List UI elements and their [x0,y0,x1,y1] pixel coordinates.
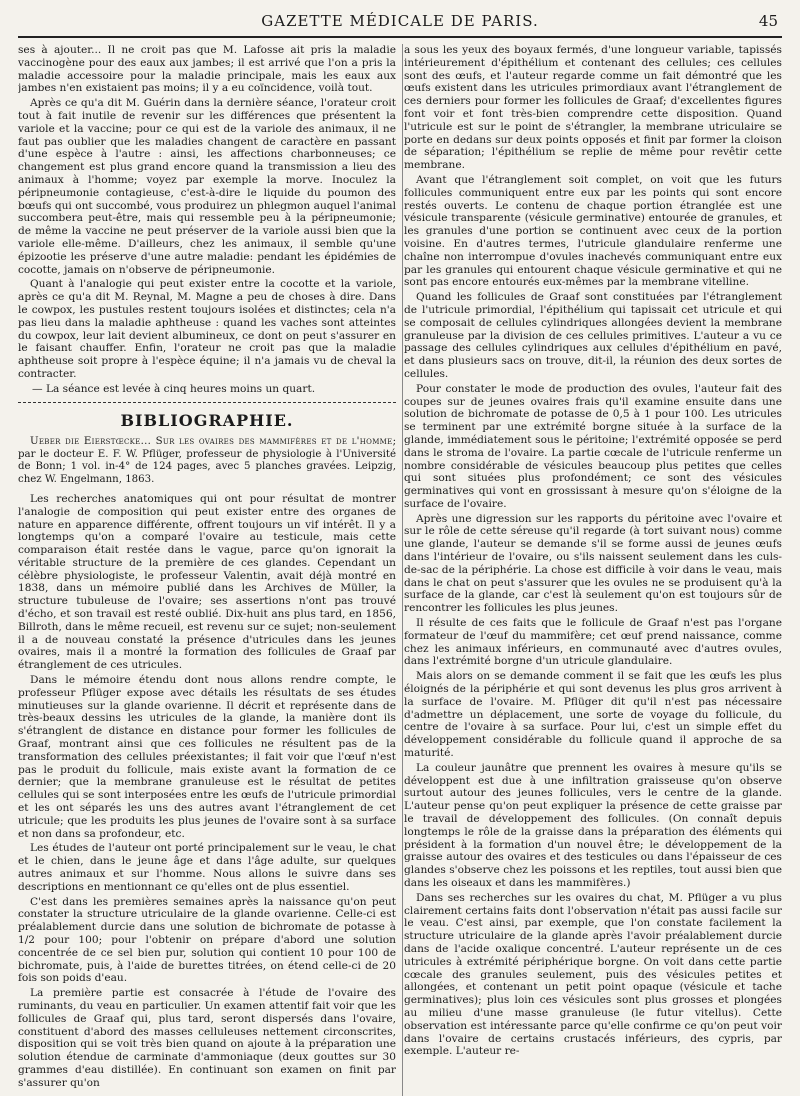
paragraph: Dans le mémoire étendu dont nous allons rendre compte, le professeur Pflüger expose avec détails les résultats de ses études minutieuses sur la glande ovarienne. Il décrit et représente dans de très-beaux dessins les utricules de la glande, la manière dont ils s'étranglent de distance en distance pour former les follicules de Graaf, montrant ainsi que ces follicules ne résultent pas de la transformation des cellules préexistantes; il fait voir que l'œuf n'est pas le produit du follicule, mais existe avant la formation de ce dernier; que la membrane granuleuse est le résultat de petites cellules qui se sont interposées entre les œufs de l'utricule primordial et les ont séparés les uns des autres avant l'étranglement de cet utricule; que les produits les plus jeunes de l'ovaire sont à sa surface et non dans sa profondeur, etc. [18,674,396,840]
paragraph: Après ce qu'a dit M. Guérin dans la dernière séance, l'orateur croit tout à fait inutile de revenir sur les différences que présentent la variole et la vaccine; pour ce qui est de la variole des animaux, il ne faut pas oublier que les maladies changent de caractère en passant d'une espèce à l'autre : ainsi, les affections charbonneuses; ce changement est plus grand encore quand la transmission a lieu des animaux à l'homme; voyez par exemple la morve. Inoculez la péripneumonie contagieuse, c'est-à-dire le liquide du poumon des bœufs qui ont succombé, vous produirez un phlegmon auquel l'animal succombera peut-être, mais qui ressemble peu à la péripneumonie; de même la vaccine ne peut préserver de la variole aussi bien que la variole elle-même. D'ailleurs, chez les animaux, il semble qu'une épizootie les préserve d'une autre maladie: pendant les épidémies de cocotte, jamais on n'observe de péripneumonie. [18,97,396,276]
paragraph: C'est dans les premières semaines après la naissance qu'on peut constater la structure utriculaire de la glande ovarienne. Celle-ci est préalablement durcie dans une solution de bichromate de potasse à 1/2 pour 100; pour l'obtenir on prépare d'abord une solution concentrée de ce sel bien pur, solution qui contient 10 pour 100 de bichromate, puis, à l'aide de burettes titrées, on étend celle-ci de 20 fois son poids d'eau. [18,895,396,985]
paragraph: a sous les yeux des boyaux fermés, d'une longueur variable, tapissés intérieurement d'épithélium et contenant des cellules; ces cellules sont des œufs, et l'auteur regarde comme un fait démontré que les œufs existent dans les utricules primordiaux avant l'étranglement de ces derniers pour former les follicules de Graaf; d'excellentes figures font voir et font très-bien comprendre cette disposition. Quand l'utricule est sur le point de s'étrangler, la membrane utriculaire se porte en dedans sur deux points opposés et finit par former la cloison de séparation; l'épithélium se replie de même pour revêtir cette membrane. [404,44,782,172]
section-title: BIBLIOGRAPHIE. [120,410,294,430]
reference-title: Ueber die Eierstœcke... Sur les ovaires des mammifères et de l'homme [30,435,393,447]
text-columns [18,44,782,1096]
paragraph: Avant que l'étranglement soit complet, on voit que les futurs follicules communiquent entre eux par les points qui sont encore restés ouverts. Le contenu de chaque portion étranglée est une vésicule transparente (vésicule germinative) entourée de granules, et les granules d'une portion se continuent avec ceux de la portion voisine. En d'autres termes, l'utricule glandulaire renferme une chaîne non interrompue d'ovules inachevés communiquant entre eux par les granules qui entourent chaque vésicule germinative et qui ne sont pas encore entourés eux-mêmes par la membrane vitelline. [404,173,782,289]
right-column [404,44,782,1096]
paragraph: Quant à l'analogie qui peut exister entre la cocotte et la variole, après ce qu'a dit M. Reynal, M. Magne a peu de choses à dire. Dans le cowpox, les pustules restent toujours isolées et distinctes; cela n'a pas lieu dans la maladie aphtheuse : quand les vaches sont atteintes du cowpox, leur lait devient albumineux, ce dont on peut s'assurer en le faisant chauffer. Enfin, l'orateur ne croit pas que la maladie aphtheuse soit propre à l'espèce équine; il n'a jamais vu de cheval la contracter. [18,278,396,380]
journal-title: GAZETTE MÉDICALE DE PARIS. [261,12,539,30]
section-divider [18,402,396,403]
left-column [18,44,403,1096]
reference-details: ; par le docteur E. F. W. Pflüger, professeur de physiologie à l'Université de Bonn; 1 vol. in-4° de 124 pages, avec 5 planches gravées. Leipzig, chez W. Engelmann, 1863. [18,435,396,486]
paragraph: Quand les follicules de Graaf sont constituées par l'étranglement de l'utricule primordial, l'épithélium qui tapissait cet utricule et qui se composait de cellules cylindriques allongées devient la membrane granuleuse par la division de ces cellules primitives. L'auteur a vu ce passage des cellules cylindriques aux cellules d'épithélium en pavé, et dans plusieurs sacs on trouve, dit-il, la réunion des deux sortes de cellules. [404,291,782,380]
paragraph: Mais alors on se demande comment il se fait que les œufs les plus éloignés de la périphérie et qui sont devenus les plus gros arrivent à la surface de l'ovaire. M. Pflüger dit qu'il n'est pas nécessaire d'admettre un déplacement, une sorte de voyage du follicule, du centre de l'ovaire à sa surface. Pour lui, c'est un simple effet du développement considérable du follicule quand il approche de sa maturité. [404,670,782,760]
paragraph: La première partie est consacrée à l'étude de l'ovaire des ruminants, du veau en particulier. Un examen attentif fait voir que les follicules de Graaf qui, plus tard, seront dispersés dans l'ovaire, constituent d'abord des masses celluleuses nettement circonscrites, disposition qui se voit très bien quand on ajoute à la préparation une solution étendue de carminate d'ammoniaque (deux gouttes sur 30 grammes d'eau distillée). En continuant son examen on finit par s'assurer qu'on [18,987,396,1089]
paragraph: ses à ajouter... Il ne croit pas que M. Lafosse ait pris la maladie vaccinogène pour des eaux aux jambes; il est arrivé que l'on a pris la maladie accessoire pour la maladie principale, mais les eaux aux jambes n'en existaient pas moins; il y a eu coïncidence, voilà tout. [18,44,396,95]
paragraph: Dans ses recherches sur les ovaires du chat, M. Pflüger a vu plus clairement certains faits dont l'observation n'était pas aussi facile sur le veau. C'est ainsi, par exemple, que l'on constate facilement la structure utriculaire de la glande après l'avoir préalablement durcie dans de l'acide oxalique concentré. L'auteur représente un de ces utricules à extrémité périphérique borgne. On voit dans cette partie cœcale des granules seulement, puis des vésicules petites et allongées, et contenant un petit point opaque (vésicule et tache germinatives); plus loin ces vésicules sont plus grosses et plongées au milieu d'une masse granuleuse (le futur vitellus). Cette observation est intéressante parce qu'elle confirme ce qu'on peut voir dans l'ovaire de certains crustacés inférieurs, des cypris, par exemple. L'auteur re- [404,891,782,1058]
running-head [18,10,782,38]
paragraph: Les études de l'auteur ont porté principalement sur le veau, le chat et le chien, dans le jeune âge et dans l'âge adulte, sur quelques autres animaux et sur l'homme. Nous allons le suivre dans ses descriptions en mentionnant ce qu'elles ont de plus essentiel. [18,842,396,893]
bibliographic-reference [18,436,396,487]
paragraph: Après une digression sur les rapports du péritoine avec l'ovaire et sur le rôle de cette séreuse qu'il regarde (à tort suivant nous) comme une glande, l'auteur se demande s'il se forme aussi de jeunes œufs dans l'intérieur de l'ovaire, ou s'ils naissent seulement dans les culs-de-sac de la périphérie. La chose est difficile à voir dans le veau, mais dans le chat on peut s'assurer que les ovules ne se produisent qu'à la surface de la glande, car c'est là seulement qu'on est toujours sûr de rencontrer les follicules les plus jeunes. [404,512,782,615]
paragraph: Pour constater le mode de production des ovules, l'auteur fait des coupes sur de jeunes ovaires frais qu'il examine ensuite dans une solution de bichromate de potasse de 0,5 à 1 pour 100. Les utricules se terminent par une extrémité borgne située à la surface de la glande, immédiatement sous le péritoine; l'extrémité opposée se perd dans le stroma de l'ovaire. La partie cœcale de l'utricule renferme un nombre considérable de vésicules beaucoup plus petites que celles qui sont situées plus profondément; ce sont des vésicules germinatives qui vont en grossissant à mesure qu'on s'éloigne de la surface de l'ovaire. [404,382,782,510]
session-closing: — La séance est levée à cinq heures moins un quart. [32,382,316,395]
paragraph: La couleur jaunâtre que prennent les ovaires à mesure qu'ils se développent est due à une infiltration graisseuse qu'on observe surtout autour des jeunes follicules, vers le centre de la glande. L'auteur pense qu'on peut expliquer la présence de cette graisse par le travail de développement des follicules. (On connaît depuis longtemps le rôle de la graisse dans la préparation des éléments qui président à la formation d'un nouvel être; le développement de la graisse autour des ovaires et des testicules ou dans l'épaisseur de ces glandes s'observe chez les poissons et les reptiles, tout aussi bien que dans les oiseaux et dans les mammifères.) [404,761,782,889]
page-number: 45 [758,12,778,30]
paragraph: Les recherches anatomiques qui ont pour résultat de montrer l'analogie de composition qui peut exister entre des organes de nature en apparence différente, offrent toujours un vif intérêt. Il y a longtemps qu'on a comparé l'ovaire au testicule, mais cette comparaison était restée dans le vague, parce qu'on ignorait la véritable structure de la première de ces glandes. Cependant un célèbre physiologiste, le professeur Valentin, avait déjà montré en 1838, dans un mémoire publié dans les Archives de Müller, la structure tubuleuse de l'ovaire; ses assertions n'ont pas trouvé d'écho, et son travail est resté oublié. Dix-huit ans plus tard, en 1856, Billroth, dans le même recueil, est revenu sur ce sujet; non-seulement il a de nouveau constaté la présence d'utricules dans les jeunes ovaires, mais il a montré la formation des follicules de Graaf par étranglement de ces utricules. [18,492,396,672]
paragraph: Il résulte de ces faits que le follicule de Graaf n'est pas l'organe formateur de l'œuf du mammifère; cet œuf prend naissance, comme chez les animaux inférieurs, en communauté avec d'autres ovules, dans l'extrémité borgne d'un utricule glandulaire. [404,617,782,668]
